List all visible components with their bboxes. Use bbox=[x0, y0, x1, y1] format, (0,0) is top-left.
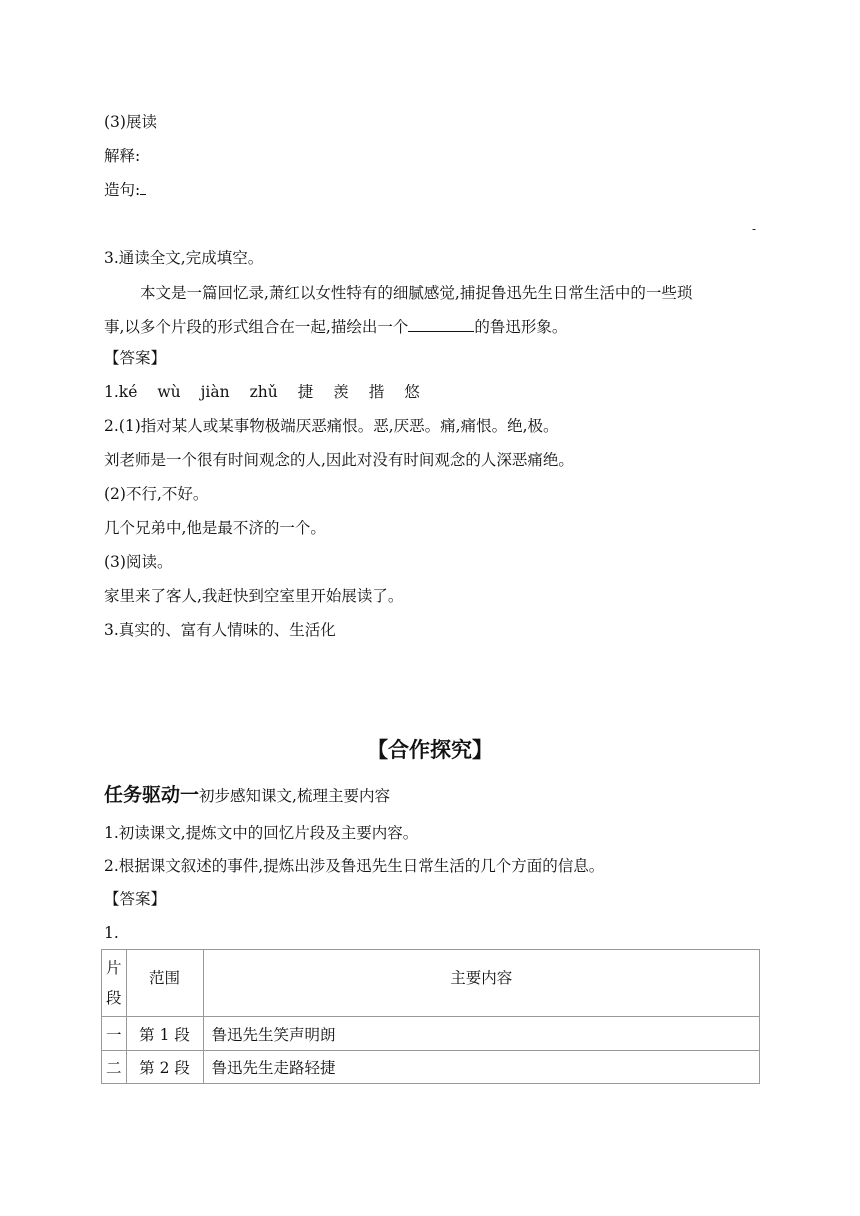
table-row bbox=[102, 1017, 760, 1051]
question-3-paragraph-line-1: 本文是一篇回忆录,萧红以女性特有的细腻感觉,捕捉鲁迅先生日常生活中的一些琐 bbox=[140, 284, 693, 302]
question-3-title: 3.通读全文,完成填空。 bbox=[104, 249, 264, 267]
table-cell: 一 bbox=[102, 1017, 127, 1051]
explain-label: 解释: bbox=[104, 147, 141, 165]
sentence-blank bbox=[140, 180, 146, 195]
table-cell: 第 1 段 bbox=[126, 1017, 203, 1051]
table-cell: 鲁迅先生笑声明朗 bbox=[203, 1017, 759, 1051]
table-header-row bbox=[102, 950, 760, 1017]
vocab-item-3-title: (3)展读 bbox=[104, 113, 157, 131]
character-answer: 捷 bbox=[297, 383, 314, 401]
fill-in-blank bbox=[408, 317, 474, 332]
table-cell: 鲁迅先生走路轻捷 bbox=[203, 1051, 759, 1084]
page-mark: - bbox=[752, 222, 757, 236]
task-question-2: 2.根据课文叙述的事件,提炼出涉及鲁迅先生日常生活的几个方面的信息。 bbox=[104, 857, 605, 875]
answer-3: 3.真实的、富有人情味的、生活化 bbox=[104, 621, 336, 639]
answer-2-3: (3)阅读。 bbox=[104, 553, 173, 571]
table-header-cell: 主要内容 bbox=[203, 950, 759, 1017]
task-description: 初步感知课文,梳理主要内容 bbox=[199, 787, 390, 805]
answer-2-2-example: 几个兄弟中,他是最不济的一个。 bbox=[104, 519, 326, 537]
pinyin-answer: ké bbox=[118, 383, 138, 401]
answer-2-1-example: 刘老师是一个很有时间观念的人,因此对没有时间观念的人深恶痛绝。 bbox=[104, 451, 574, 469]
pinyin-answer-line bbox=[104, 382, 440, 402]
question-3-paragraph-line-2 bbox=[104, 317, 567, 337]
paragraph-text-before-blank: 事,以多个片段的形式组合在一起,描绘出一个 bbox=[104, 318, 409, 336]
table-header-cell: 范围 bbox=[126, 950, 203, 1017]
answer-label: 【答案】 bbox=[104, 349, 167, 367]
character-answer: 揩 bbox=[368, 383, 385, 401]
answer-2-2: (2)不行,不好。 bbox=[104, 485, 209, 503]
character-answer: 羡 bbox=[333, 383, 349, 401]
pinyin-answer: wù bbox=[157, 383, 181, 401]
fragment-table bbox=[101, 949, 760, 1084]
table-header-cell: 片 段 bbox=[102, 950, 127, 1017]
section-title: 【合作探究】 bbox=[367, 738, 493, 762]
paragraph-text-after-blank: 的鲁迅形象。 bbox=[474, 318, 568, 336]
table-cell: 二 bbox=[102, 1051, 127, 1084]
task-name: 任务驱动一 bbox=[104, 784, 200, 806]
pinyin-answer: zhǔ bbox=[249, 383, 278, 401]
character-answer: 悠 bbox=[404, 383, 420, 401]
table-cell: 第 2 段 bbox=[126, 1051, 203, 1084]
answer-2-3-example: 家里来了客人,我赶快到空室里开始展读了。 bbox=[104, 587, 404, 605]
pinyin-prefix: 1. bbox=[104, 383, 119, 401]
sentence-label: 造句: bbox=[104, 181, 141, 199]
answer-2-1: 2.(1)指对某人或某事物极端厌恶痛恨。恶,厌恶。痛,痛恨。绝,极。 bbox=[104, 417, 559, 435]
answer-label-2: 【答案】 bbox=[104, 890, 167, 908]
task-question-1: 1.初读课文,提炼文中的回忆片段及主要内容。 bbox=[104, 824, 419, 842]
answer-number: 1. bbox=[104, 924, 119, 942]
sentence-line bbox=[104, 180, 146, 200]
task-heading bbox=[104, 780, 390, 807]
table-row bbox=[102, 1051, 760, 1084]
pinyin-answer: jiàn bbox=[200, 383, 230, 401]
